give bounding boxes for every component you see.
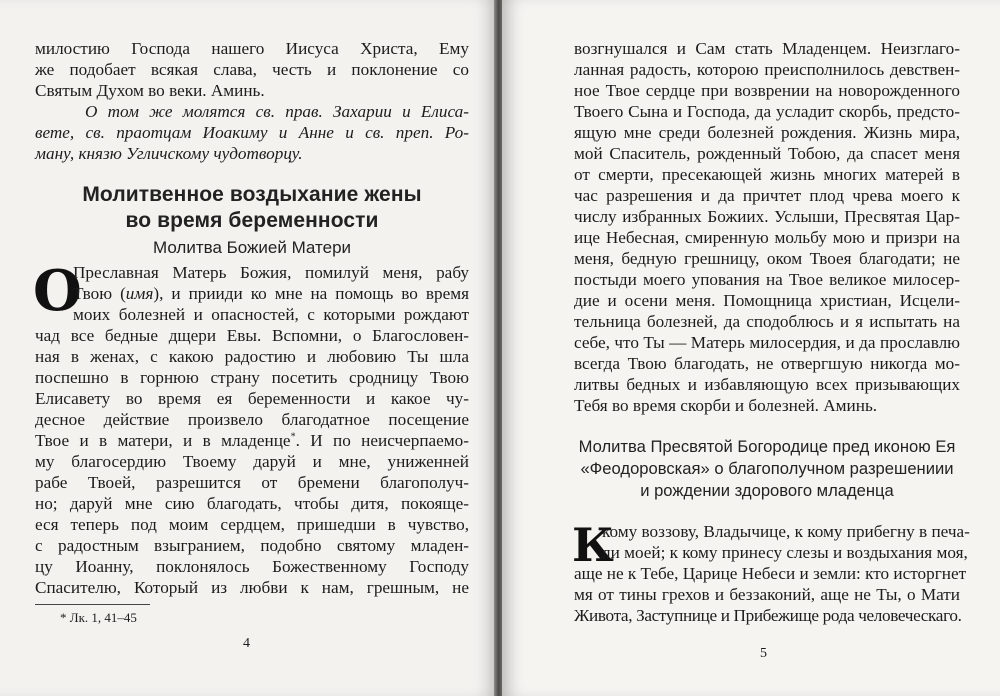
prayer-line: ланная радость, которою преисполнилось девствен-	[574, 60, 960, 79]
prayer-line: ное Твое сердце при возврении на новорожденного	[574, 81, 960, 100]
prayer-line: возгнушался и Сам стать Младенцем. Неизглаго-	[574, 39, 960, 58]
prayer-line: с радостным взыгранием, подобно святому младен-	[35, 536, 469, 555]
prayer-line: мя от тины грехов и беззаконий, аще не Ты, о Мати	[574, 585, 960, 604]
prayer-line: дие и осени меня. Помощница христиан, Исцели-	[574, 291, 960, 310]
right-page	[502, 0, 1000, 696]
prayer-line: себе, что Ты — Матерь милосердия, и да прославлю	[574, 333, 960, 352]
footnote-marker: *	[290, 431, 296, 443]
intro-line: же подобает всякая слава, честь и поклонение со	[35, 60, 469, 79]
prayer-line: Преславная Матерь Божия, помилуй меня, рабу	[73, 263, 469, 282]
intro-line: милостию Господа нашего Иисуса Христа, Ему	[35, 39, 469, 58]
prayer-line: чад все бедные дщери Евы. Вспомни, о Благословен-	[35, 326, 469, 345]
prayer-line: ящую мне среди болезней рождения. Жизнь мира,	[574, 123, 960, 142]
footnote: * Лк. 1, 41–45	[60, 610, 137, 625]
prayer-line: мой Спаситель, рожденный Тобою, да спасет меня	[574, 144, 960, 163]
prayer-line: еся теперь под моим сердцем, пришедши в чувство,	[35, 515, 469, 534]
dropcap: О	[33, 258, 82, 324]
prayer-line: Тебя во время скорби и болезней. Аминь.	[574, 396, 878, 415]
prayer-line: всегда Твою благодать, не отвергшую никогда мо-	[574, 354, 960, 373]
prayer-line: цу Иоанну, поклонялось Божественному Господу	[35, 557, 469, 576]
prayer-line: Елисавету во время ея беременности и какое чу-	[35, 389, 469, 408]
prayer-line: ная в женах, с какою радостию и любовию Ты шла	[35, 347, 469, 366]
left-page	[0, 0, 496, 696]
dropcap: К	[572, 518, 614, 572]
prayer-line: рабе Твоей, разрешится от бремени благополуч-	[35, 473, 469, 492]
prayer-line: ли моей; к кому принесу слезы и воздыхания моя,	[602, 543, 968, 562]
prayer-line: от смерти, пресекающей жизнь многих матерей в	[574, 165, 960, 184]
prayer-line: аще не к Тебе, Царице Небеси и земли: кто исторгнет	[574, 564, 967, 583]
prayer-line: литвы бедных и избавляющую всех призывающих	[574, 375, 960, 394]
prayer-line: Спасителю, Который из любви к нам, грешным, не	[35, 578, 469, 597]
prayer-subheading: Молитва Божией Матери	[152, 238, 352, 257]
section-heading: и рождении здорового младенца	[640, 481, 894, 500]
prayer-line: но; даруй мне сию благодать, чтобы дитя, покояще-	[35, 494, 469, 513]
note-line: О том же молятся св. прав. Захарии и Елиса-	[85, 102, 469, 121]
prayer-line: Живота, Заступнице и Прибежище рода человеческаго.	[574, 606, 962, 625]
prayer-line: кому воззову, Владычице, к кому прибегну в печа-	[602, 522, 970, 541]
prayer-line: Твое и в матери, и в младенце*. И по неисчерпаемо-	[35, 431, 469, 450]
prayer-line: числу избранных Божиих. Услыши, Пресвятая Цар-	[574, 207, 960, 226]
note-line: вете, св. праотцам Иоакиму и Анне и св. преп. Ро-	[35, 123, 469, 142]
prayer-line: тельница болезней, да сподоблюсь и я испытать на	[574, 312, 960, 331]
prayer-line: ице Небесная, смиренную мольбу мою и призри на	[574, 228, 960, 247]
prayer-line: Твою (имя), и прииди ко мне на помощь во время	[73, 284, 469, 303]
prayer-line: му благосердию Твоему даруй и мне, униженней	[35, 452, 469, 471]
prayer-line: десное действие произвело благодатное посещение	[35, 410, 469, 429]
prayer-line: меня, бедную грешницу, оком Твоея благодати; не	[574, 249, 960, 268]
prayer-line: час разрешения и да причтет плод чрева моего к	[574, 186, 960, 205]
section-heading: «Феодоровская» о благополучном разрешениии	[580, 459, 954, 478]
prayer-line: поспешно в горнюю страну посетить сродницу Твою	[35, 368, 469, 387]
page-number: 4	[243, 636, 250, 651]
prayer-line: постыди моего упования на Твое великое милосер-	[574, 270, 960, 289]
footnote-divider	[35, 604, 150, 605]
section-heading: Молитва Пресвятой Богородице пред иконою Ея	[578, 437, 956, 456]
intro-line: Святым Духом во веки. Аминь.	[35, 81, 265, 100]
note-line: ману, князю Угличскому чудотворцу.	[35, 144, 303, 163]
prayer-line: моих болезней и опасностей, с которыми рождают	[73, 305, 469, 324]
page-number: 5	[760, 646, 767, 661]
prayer-line: Твоего Сына и Господа, да усладит скорбь, предсто-	[574, 102, 960, 121]
section-heading: во время беременности	[125, 209, 379, 232]
section-heading: Молитвенное воздыхание жены	[82, 183, 422, 206]
